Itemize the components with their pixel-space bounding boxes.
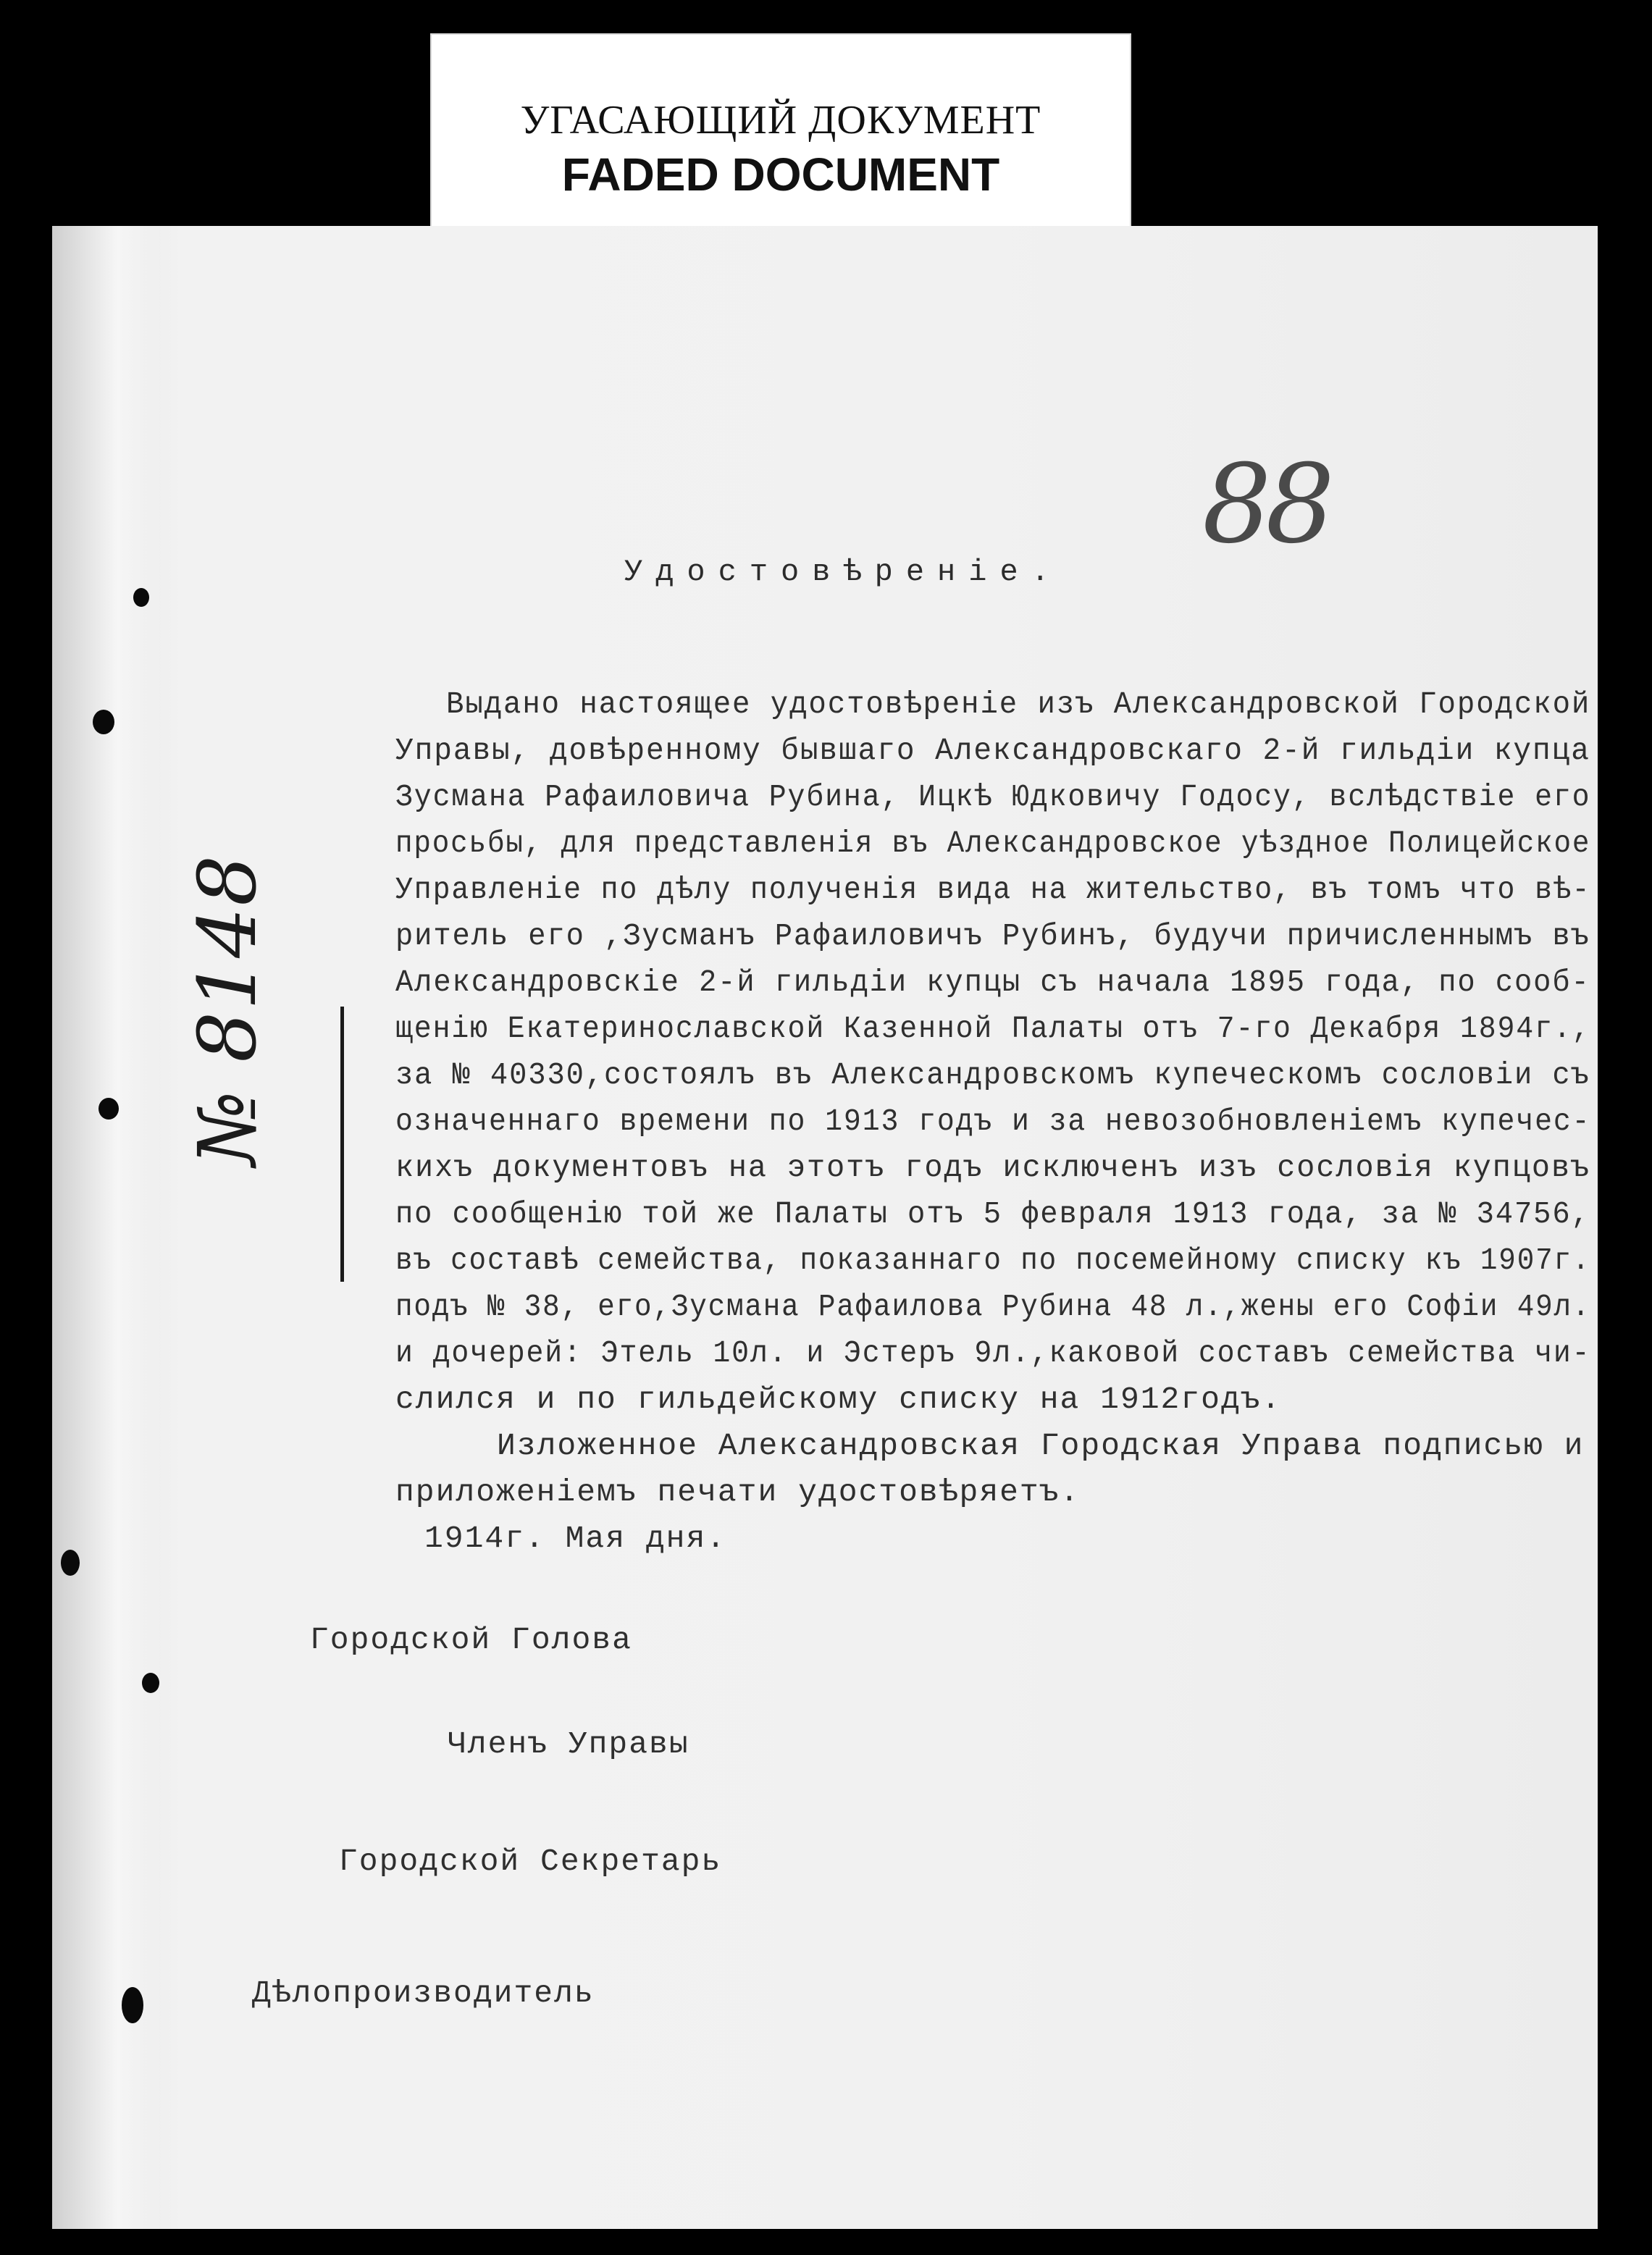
punch-hole	[98, 1098, 119, 1120]
body-line: приложеніемъ печати удостовѣряетъ.	[395, 1474, 1081, 1510]
binding-fold	[52, 226, 161, 2229]
punch-hole	[133, 588, 149, 607]
margin-line	[340, 1007, 344, 1282]
date-line: 1914г. Мая дня.	[424, 1521, 727, 1556]
label-english: FADED DOCUMENT	[561, 148, 1000, 201]
body-line: кихъ документовъ на этотъ годъ исключенъ изъ сословія купцовъ	[395, 1150, 1591, 1185]
body-line: въ составѣ семейства, показаннаго по посемейному списку къ 1907г.	[395, 1243, 1591, 1278]
body-line: ритель его ,Зусманъ Рафаиловичъ Рубинъ, будучи причисленнымъ въ	[395, 918, 1590, 954]
body-line: Изложенное Александровская Городская Управа подписью и	[497, 1428, 1585, 1464]
signature-mayor: Городской Голова	[310, 1622, 632, 1658]
margin-registration-number: № 8148	[181, 854, 274, 1166]
body-line: просьбы, для представленія въ Александровское уѣздное Полицейское	[395, 826, 1591, 861]
body-line: Александровскіе 2-й гильдіи купцы съ начала 1895 года, по сооб-	[395, 965, 1590, 1000]
label-russian: УГАСАЮЩИЙ ДОКУМЕНТ	[520, 98, 1041, 143]
body-line: Управы, довѣренному бывшаго Александровскаго 2-й гильдіи купца	[395, 733, 1590, 768]
document-title: Удостовѣреніе.	[624, 555, 1062, 589]
body-line: подъ № 38, его,Зусмана Рафаилова Рубина 48 л.,жены его Софіи 49л.	[395, 1289, 1591, 1324]
signature-member: Членъ Управы	[448, 1726, 689, 1762]
body-line: Зусмана Рафаиловича Рубина, Ицкѣ Юдковичу Годосу, вслѣдствіе его	[395, 779, 1591, 815]
body-line: Выдано настоящее удостовѣреніе изъ Александровской Городской	[446, 686, 1591, 722]
signature-secretary: Городской Секретарь	[339, 1844, 722, 1879]
body-line: по сообщенію той же Палаты отъ 5 февраля 1913 года, за № 34756,	[395, 1196, 1590, 1232]
body-line: щенію Екатеринославской Казенной Палаты отъ 7-го Декабря 1894г.,	[395, 1011, 1591, 1046]
signature-clerk: Дѣлопроизводитель	[252, 1975, 595, 2011]
body-line: за № 40330,состоялъ въ Александровскомъ купеческомъ сословіи съ	[395, 1057, 1590, 1093]
body-line: и дочерей: Этель 10л. и Эстеръ 9л.,каковой составъ семейства чи-	[395, 1335, 1591, 1371]
body-line: означеннаго времени по 1913 годъ и за невозобновленіемъ купечес-	[395, 1104, 1591, 1139]
punch-hole	[93, 710, 114, 734]
punch-hole	[122, 1987, 143, 2023]
body-line: слился и по гильдейскому списку на 1912годъ.	[395, 1382, 1282, 1417]
faded-document-label	[430, 33, 1131, 227]
punch-hole	[142, 1673, 159, 1693]
punch-hole	[61, 1550, 80, 1576]
folio-number: 88	[1202, 442, 1329, 568]
body-line: Управленіе по дѣлу полученія вида на жительство, въ томъ что вѣ-	[395, 872, 1591, 907]
